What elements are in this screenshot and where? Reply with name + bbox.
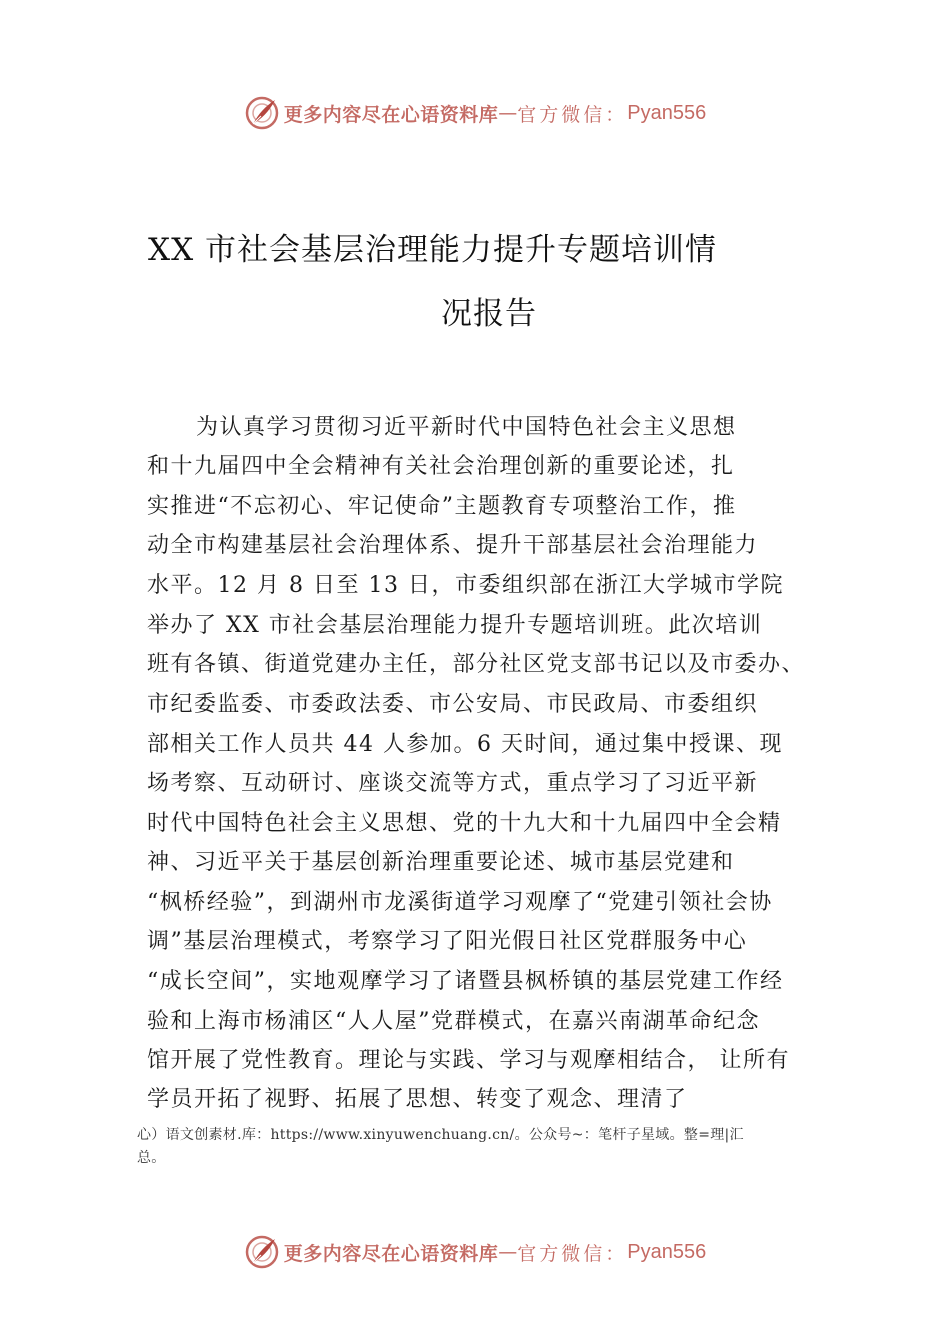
header-banner	[0, 93, 950, 133]
body-line: 验和上海市杨浦区“人人屋”党群模式，在嘉兴南湖革命纪念	[147, 1009, 760, 1034]
body-line: 场考察、互动研讨、座谈交流等方式，重点学习了习近平新	[147, 771, 759, 796]
body-line: 学员开拓了视野、拓展了思想、转变了观念、理清了	[147, 1087, 688, 1112]
footnote-line: 总。	[137, 1150, 166, 1166]
banner-wechat-id: Pyan556	[627, 101, 707, 124]
document-title-line-2: 况报告	[441, 296, 537, 332]
footnote-line: 心）语文创素材.库：https://www.xinyuwenchuang.cn/。公众号~：笔杆子星域。整=理|汇	[137, 1127, 744, 1143]
banner-wechat-id: Pyan556	[627, 1240, 707, 1263]
body-line: 动全市构建基层社会治理体系、提升干部基层社会治理能力	[147, 533, 759, 558]
footer-banner	[0, 1232, 950, 1272]
body-line: “成长空间”，实地观摩学习了诸暨县枫桥镇的基层党建工作经	[147, 969, 784, 994]
banner-separator: —	[498, 102, 518, 124]
body-line: 时代中国特色社会主义思想、党的十九大和十九届四中全会精	[147, 811, 782, 836]
document-title-line-1: XX 市社会基层治理能力提升专题培训情	[148, 232, 717, 268]
body-line: 市纪委监委、市委政法委、市公安局、市民政局、市委组织	[147, 692, 759, 717]
body-line: 举办了 XX 市社会基层治理能力提升专题培训班。此次培训	[147, 613, 763, 638]
body-line: 调”基层治理模式，考察学习了阳光假日社区党群服务中心	[147, 929, 748, 954]
body-line: “枫桥经验”，到湖州市龙溪街道学习观摩了“党建引领社会协	[147, 890, 773, 915]
body-line: 实推进“不忘初心、牢记使命”主题教育专项整治工作，推	[147, 494, 737, 519]
body-line: 和十九届四中全会精神有关社会治理创新的重要论述，扎	[147, 454, 735, 479]
banner-wechat-label: 官方微信：	[517, 1242, 628, 1265]
banner-wechat-label: 官方微信：	[517, 103, 628, 126]
body-line: 部相关工作人员共 44 人参加。6 天时间，通过集中授课、现	[147, 732, 783, 757]
body-line: 馆开展了党性教育。理论与实践、学习与观摩相结合， 让所有	[147, 1048, 790, 1073]
quill-logo-icon	[244, 95, 280, 131]
banner-brand-text: 更多内容尽在心语资料库	[283, 1242, 499, 1265]
quill-logo-icon	[244, 1234, 280, 1270]
body-line: 班有各镇、街道党建办主任，部分社区党支部书记以及市委办、	[147, 652, 806, 677]
body-line: 为认真学习贯彻习近平新时代中国特色社会主义思想	[196, 415, 737, 440]
banner-brand-text: 更多内容尽在心语资料库	[283, 103, 499, 126]
body-line: 水平。12 月 8 日至 13 日，市委组织部在浙江大学城市学院	[147, 573, 784, 598]
banner-separator: —	[498, 1241, 518, 1263]
body-line: 神、习近平关于基层创新治理重要论述、城市基层党建和	[147, 850, 735, 875]
